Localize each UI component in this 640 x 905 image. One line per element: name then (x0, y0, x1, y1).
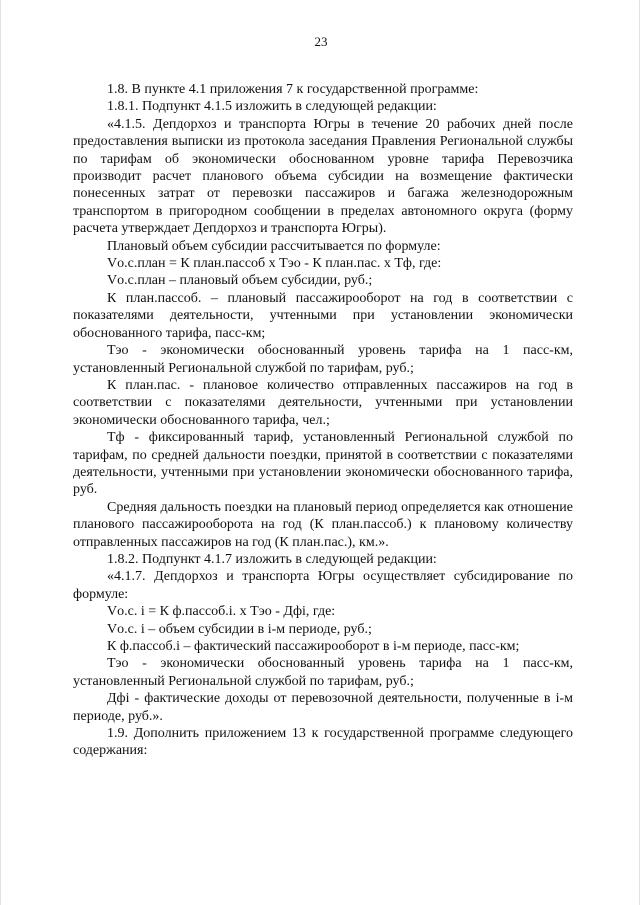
page-number: 23 (314, 34, 328, 49)
formula-plan: Vо.с.план = К план.пассоб х Тэо - К план.пас. х Тф, где: (107, 256, 442, 272)
definition-teo: Тэо - экономически обоснованный уровень тарифа на 1 пасс-км, установленный Региональной службой по тарифам, руб.; (73, 343, 573, 376)
paragraph-formula-intro: Плановый объем субсидии рассчитывается по формуле: (107, 238, 441, 254)
definition-k-plan-pas: К план.пас. - плановое количество отправленных пассажиров на год в соответствии с показателями деятельности, учтенными при установлении экономически обоснованного тарифа, чел.; (73, 377, 573, 428)
definition-vos-i: Vо.с. i – объем субсидии в i-м периоде, руб.; (107, 621, 372, 637)
definition-k-plan-passob: К план.пассоб. – плановый пассажирооборот на год в соответствии с показателями деятельности, учтенными при установлении экономически обоснованного тарифа, пасс-км; (73, 290, 573, 341)
document-body (73, 81, 573, 760)
paragraph-1-8-1: 1.8.1. Подпункт 4.1.5 изложить в следующей редакции: (107, 99, 437, 115)
paragraph-1-8: 1.8. В пункте 4.1 приложения 7 к государственной программе: (107, 82, 479, 97)
paragraph-4-1-5: «4.1.5. Депдорхоз и транспорта Югры в течение 20 рабочих дней после предоставления выписки из протокола заседания Правления Региональной службы по тарифам об экономически обоснованном уровне тарифа Перевозчика производит расчет планового объема субсидии на возмещение фактически понесенных затрат от перевозки пассажиров и багажа железнодорожным транспортом в пригородном сообщении в пределах автономного округа (форму расчета утверждает Депдорхоз и транспорта Югры). (73, 116, 573, 237)
formula-actual: Vо.с. i = К ф.пассоб.i. х Тэо - Дфi, где: (107, 604, 336, 620)
paragraph-1-8-2: 1.8.2. Подпункт 4.1.7 изложить в следующей редакции: (107, 551, 437, 567)
paragraph-average-distance: Средняя дальность поездки на плановый период определяется как отношение планового пассажирооборота на год (К план.пассоб.) к плановому количеству отправленных пассажиров на год (К план.пас.), км.». (73, 499, 573, 550)
definition-k-f-passob-i: К ф.пассоб.i – фактический пассажирооборот в i-м периоде, пасс-км; (107, 639, 520, 654)
definition-teo-repeat: Тэо - экономически обоснованный уровень тарифа на 1 пасс-км, установленный Региональной службой по тарифам, руб.; (73, 656, 573, 689)
paragraph-1-9: 1.9. Дополнить приложением 13 к государственной программе следующего содержания: (73, 726, 573, 759)
definition-vos-plan: Vо.с.план – плановый объем субсидии, руб.; (107, 273, 373, 289)
definition-tf: Тф - фиксированный тариф, установленный Региональной службой по тарифам, по средней дальности поездки, принятой в соответствии с показателями деятельности, учтенными при установлении экономически обоснованного тарифа, руб. (73, 430, 573, 498)
paragraph-4-1-7: «4.1.7. Депдорхоз и транспорта Югры осуществляет субсидирование по формуле: (73, 569, 573, 602)
definition-dfi: Дфi - фактические доходы от перевозочной деятельности, полученные в i-м периоде, руб.». (73, 691, 573, 724)
